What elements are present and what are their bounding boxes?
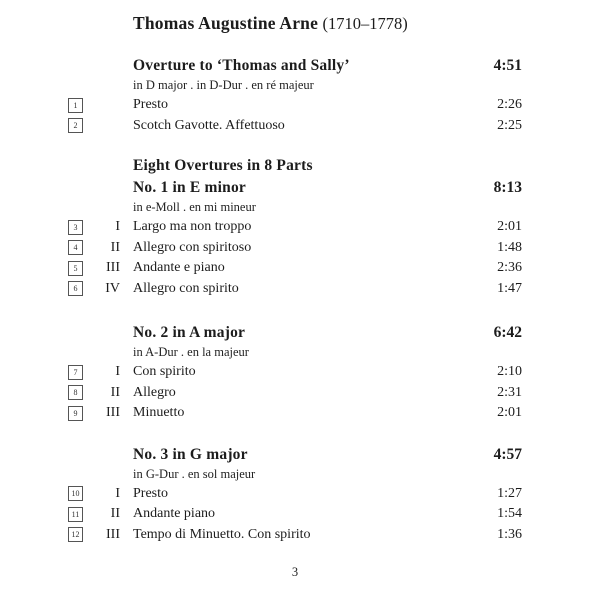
movement-numeral: II xyxy=(110,239,120,255)
movement-numeral: II xyxy=(110,384,120,400)
track-number-box: 12 xyxy=(68,527,83,542)
track-title: Allegro con spiritoso xyxy=(133,239,252,255)
track-title: Allegro xyxy=(133,384,176,400)
track-title: Minuetto xyxy=(133,405,185,420)
track-row xyxy=(68,116,522,137)
track-number-box: 8 xyxy=(68,385,83,400)
movement-numeral: III xyxy=(106,526,120,542)
track-title: Scotch Gavotte. Affettuoso xyxy=(133,117,285,133)
work-subtitle: in A-Dur . en la majeur xyxy=(133,345,249,359)
track-time: 1:48 xyxy=(497,239,522,255)
movement-numeral: III xyxy=(106,405,120,420)
work-title: No. 3 in G major xyxy=(133,445,248,463)
work-section xyxy=(68,444,522,546)
movement-numeral: III xyxy=(106,260,120,275)
movement-numeral: IV xyxy=(105,280,120,296)
track-row xyxy=(68,525,522,546)
track-number-box: 11 xyxy=(68,507,83,522)
track-time: 1:47 xyxy=(497,280,522,296)
work-subtitle-row xyxy=(68,465,522,484)
work-section xyxy=(68,322,522,424)
track-time: 2:01 xyxy=(497,219,522,234)
track-row xyxy=(68,484,522,505)
track-title: Presto xyxy=(133,485,168,501)
track-time: 1:27 xyxy=(497,485,522,501)
work-duration: 4:51 xyxy=(493,57,522,74)
composer-heading xyxy=(133,12,522,35)
movement-numeral: II xyxy=(110,506,120,521)
track-number-box: 4 xyxy=(68,240,83,255)
track-row xyxy=(68,258,522,279)
movement-numeral: I xyxy=(115,219,120,234)
work-duration: 8:13 xyxy=(493,179,522,196)
track-time: 2:10 xyxy=(497,364,522,379)
track-title: Presto xyxy=(133,97,168,112)
track-time: 2:36 xyxy=(497,260,522,275)
track-title: Allegro con spirito xyxy=(133,280,239,296)
work-title: Overture to ‘Thomas and Sally’ xyxy=(133,57,350,74)
track-time: 2:31 xyxy=(497,384,522,400)
track-number-box: 5 xyxy=(68,261,83,276)
track-row xyxy=(68,217,522,238)
track-row xyxy=(68,362,522,383)
movement-numeral: I xyxy=(115,485,120,501)
work-title: No. 1 in E minor xyxy=(133,179,247,196)
work-title-row xyxy=(68,177,522,198)
work-title-row xyxy=(68,322,522,343)
track-number-box: 6 xyxy=(68,281,83,296)
work-subtitle: in e-Moll . en mi mineur xyxy=(133,200,256,214)
track-row xyxy=(68,279,522,300)
track-row xyxy=(68,238,522,259)
track-row xyxy=(68,383,522,404)
track-time: 1:36 xyxy=(497,526,522,542)
work-subtitle-row xyxy=(68,198,522,217)
group-heading: Eight Overtures in 8 Parts xyxy=(133,157,313,174)
work-subtitle-row xyxy=(68,343,522,362)
work-title: No. 2 in A major xyxy=(133,324,246,341)
track-title: Tempo di Minuetto. Con spirito xyxy=(133,526,311,542)
composer-dates: (1710–1778) xyxy=(322,14,408,33)
track-number-box: 2 xyxy=(68,118,83,133)
track-number-box: 3 xyxy=(68,220,83,235)
composer-name: Thomas Augustine Arne xyxy=(133,13,319,33)
work-duration: 6:42 xyxy=(493,324,522,341)
track-number-box: 1 xyxy=(68,98,83,113)
track-title: Con spirito xyxy=(133,364,196,379)
work-subtitle-row xyxy=(68,76,522,95)
track-time: 1:54 xyxy=(497,506,522,521)
track-time: 2:25 xyxy=(497,117,522,133)
track-row xyxy=(68,403,522,424)
track-time: 2:01 xyxy=(497,405,522,420)
track-number-box: 9 xyxy=(68,406,83,421)
track-number-box: 7 xyxy=(68,365,83,380)
tracklist-content xyxy=(68,12,522,545)
work-duration: 4:57 xyxy=(493,445,522,463)
work-subtitle: in G-Dur . en sol majeur xyxy=(133,466,256,481)
track-time: 2:26 xyxy=(497,97,522,112)
page-number: 3 xyxy=(291,565,299,579)
work-title-row xyxy=(68,55,522,76)
track-title: Andante e piano xyxy=(133,260,225,275)
work-section xyxy=(68,55,522,136)
work-title-row xyxy=(68,444,522,465)
movement-numeral: I xyxy=(115,364,120,379)
group-heading-row xyxy=(68,154,522,177)
track-title: Largo ma non troppo xyxy=(133,219,252,234)
track-row xyxy=(68,504,522,525)
track-number-box: 10 xyxy=(68,486,83,501)
work-section xyxy=(68,154,522,299)
track-row xyxy=(68,95,522,116)
work-subtitle: in D major . in D-Dur . en ré majeur xyxy=(133,78,314,92)
track-title: Andante piano xyxy=(133,506,216,521)
